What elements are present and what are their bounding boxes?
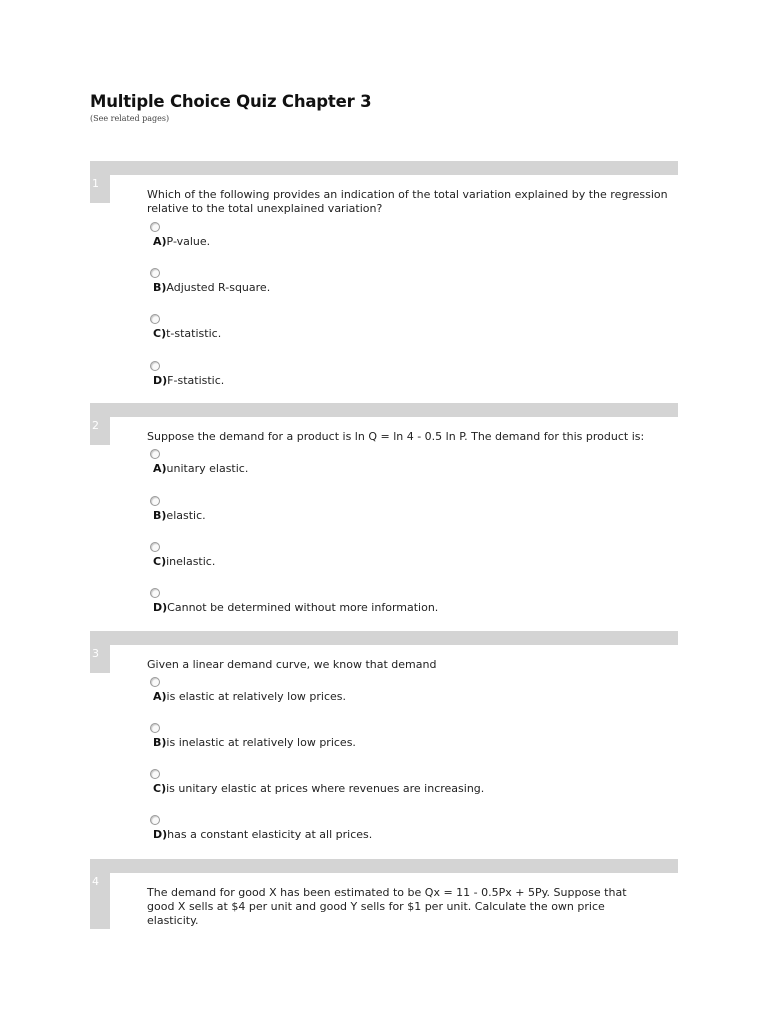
question-text: The demand for good X has been estimated to be Qx = 11 - 0.5Px + 5Py. Suppose that good X sells at $4 per unit and good Y sells for $1 per unit. Calculate the own price elasticity. <box>147 886 627 927</box>
question-number: 1 <box>92 177 99 190</box>
option-text: is inelastic at relatively low prices. <box>166 736 356 749</box>
option-letter: A) <box>153 690 167 703</box>
question-number: 3 <box>92 647 99 660</box>
option-letter: A) <box>153 235 167 248</box>
question-text: Given a linear demand curve, we know that demand <box>147 658 437 671</box>
option-letter: A) <box>153 462 167 475</box>
question-number-box <box>90 859 110 929</box>
option-letter: C) <box>153 782 167 795</box>
radio-button[interactable] <box>150 314 160 324</box>
question-text: Which of the following provides an indication of the total variation explained by the regression relative to the total unexplained variation? <box>147 188 668 215</box>
question-number-box <box>90 403 110 445</box>
question-header-bar <box>90 403 678 417</box>
related-pages-link[interactable]: (See related pages) <box>90 114 170 123</box>
radio-button[interactable] <box>150 361 160 371</box>
question-number: 2 <box>92 419 99 432</box>
question-header-bar <box>90 161 678 175</box>
radio-button[interactable] <box>150 815 160 825</box>
question-number-box <box>90 161 110 203</box>
option-text: Adjusted R-square. <box>166 281 271 294</box>
radio-button[interactable] <box>150 542 160 552</box>
option-text: Cannot be determined without more information. <box>167 601 439 614</box>
option-text: unitary elastic. <box>166 462 249 475</box>
question-text: Suppose the demand for a product is ln Q = ln 4 - 0.5 ln P. The demand for this product is: <box>147 430 645 443</box>
radio-button[interactable] <box>150 222 160 232</box>
question-number: 4 <box>92 875 99 888</box>
option-letter: B) <box>153 509 167 522</box>
option-letter: D) <box>153 828 168 841</box>
radio-button[interactable] <box>150 449 160 459</box>
option-text: has a constant elasticity at all prices. <box>167 828 373 841</box>
radio-button[interactable] <box>150 588 160 598</box>
option-letter: C) <box>153 555 167 568</box>
radio-button[interactable] <box>150 677 160 687</box>
option-text: elastic. <box>166 509 206 522</box>
option-text: t-statistic. <box>166 327 222 340</box>
option-text: P-value. <box>166 235 211 248</box>
radio-button[interactable] <box>150 769 160 779</box>
option-letter: D) <box>153 374 168 387</box>
option-letter: C) <box>153 327 167 340</box>
option-letter: B) <box>153 281 167 294</box>
option-letter: B) <box>153 736 167 749</box>
option-text: F-statistic. <box>167 374 225 387</box>
radio-button[interactable] <box>150 496 160 506</box>
radio-button[interactable] <box>150 723 160 733</box>
option-letter: D) <box>153 601 168 614</box>
option-text: is unitary elastic at prices where revenues are increasing. <box>166 782 485 795</box>
question-header-bar <box>90 631 678 645</box>
question-header-bar <box>90 859 678 873</box>
radio-button[interactable] <box>150 268 160 278</box>
option-text: is elastic at relatively low prices. <box>166 690 347 703</box>
option-text: inelastic. <box>166 555 216 568</box>
page-title: Multiple Choice Quiz Chapter 3 <box>90 92 372 111</box>
question-number-box <box>90 631 110 673</box>
